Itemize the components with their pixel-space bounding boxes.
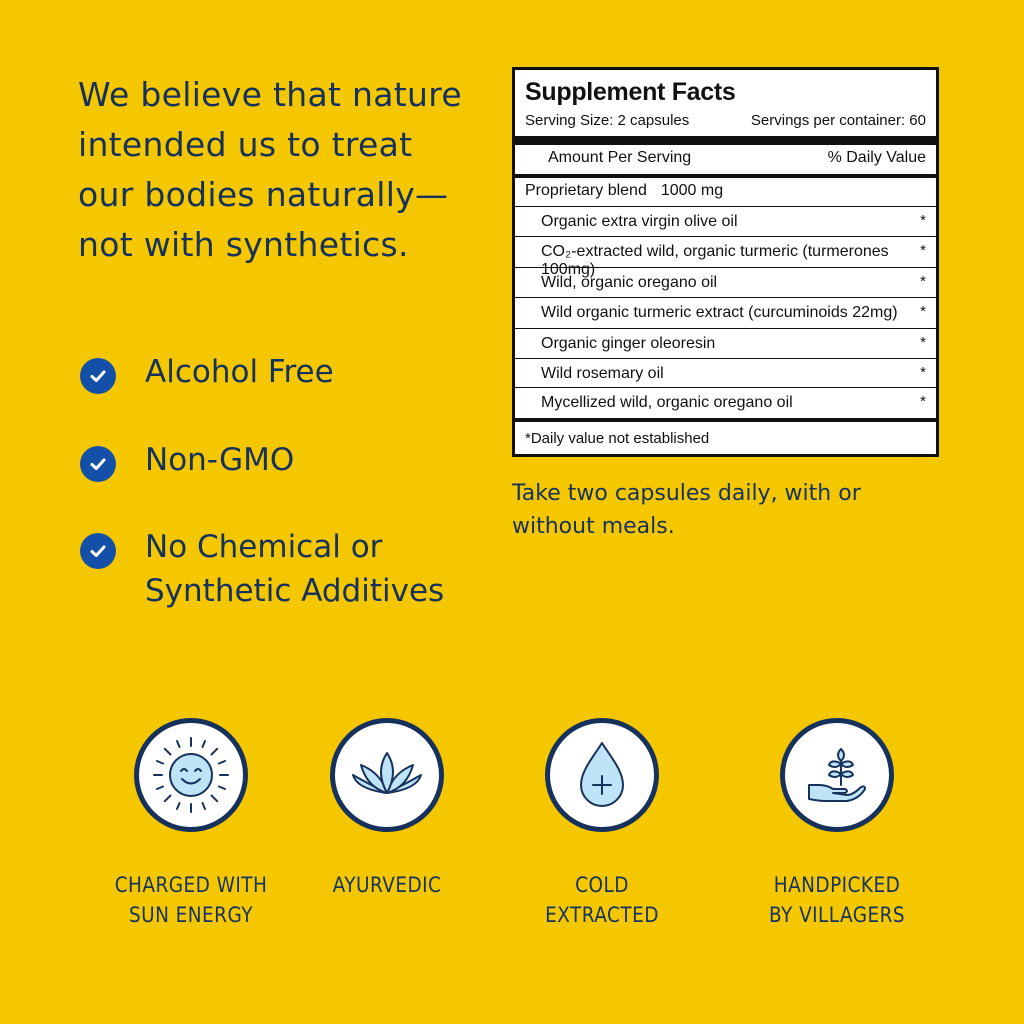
ingredient-name: Mycellized wild, organic oregano oil	[541, 394, 793, 411]
ingredient-row	[515, 328, 936, 359]
blend-name: Proprietary blend	[525, 182, 647, 199]
ingredient-name: Wild, organic oregano oil	[541, 274, 718, 291]
feature-alcohol-free	[80, 350, 334, 394]
ingredient-row	[515, 267, 936, 298]
feature-no-additives	[80, 525, 444, 613]
ingredient-row	[515, 387, 936, 418]
badge-circle	[545, 718, 659, 832]
ingredient-name: CO₂-extracted wild, organic turmeric (turmerones 100mg)	[541, 243, 889, 278]
facts-footnote: *Daily value not established	[525, 430, 710, 447]
ingredient-dv: *	[920, 273, 926, 290]
ingredient-row	[515, 297, 936, 328]
supplement-facts-title: Supplement Facts	[525, 78, 736, 106]
badge-sun-energy	[91, 718, 291, 930]
headline: We believe that nature intended us to treat our bodies naturally— not with synthetics.	[78, 75, 462, 264]
badge-handpicked	[737, 718, 937, 930]
check-circle-icon	[80, 446, 116, 482]
proprietary-blend-row	[525, 182, 723, 200]
hand-sprout-icon	[797, 735, 877, 815]
divider	[515, 136, 936, 145]
badge-label: AYURVEDIC	[332, 873, 442, 897]
badge-ayurvedic	[287, 718, 487, 900]
feature-label: Alcohol Free	[145, 354, 334, 390]
check-circle-icon	[80, 533, 116, 569]
ingredient-dv: *	[920, 212, 926, 229]
feature-non-gmo	[80, 438, 294, 482]
feature-label: No Chemical or Synthetic Additives	[145, 529, 445, 609]
divider	[515, 174, 936, 178]
check-circle-icon	[80, 358, 116, 394]
ingredient-dv: *	[920, 364, 926, 381]
amount-per-serving-header: Amount Per Serving	[548, 149, 692, 166]
blend-amount: 1000 mg	[660, 182, 724, 199]
badge-circle	[134, 718, 248, 832]
badge-label: HANDPICKED BY VILLAGERS	[768, 873, 906, 927]
ingredient-row	[515, 358, 936, 389]
ingredient-dv: *	[920, 334, 926, 351]
drop-plus-icon	[567, 737, 637, 813]
ingredient-name: Organic extra virgin olive oil	[541, 213, 738, 230]
lotus-icon	[347, 735, 427, 815]
directions-text: Take two capsules daily, with or without meals.	[512, 481, 861, 539]
badge-label: COLD EXTRACTED	[545, 873, 659, 927]
servings-per-container: Servings per container: 60	[750, 112, 926, 129]
ingredient-dv: *	[920, 393, 926, 410]
badge-circle	[330, 718, 444, 832]
ingredient-row	[515, 206, 936, 237]
supplement-facts-panel	[512, 67, 939, 457]
badge-circle	[780, 718, 894, 832]
ingredient-name: Wild rosemary oil	[541, 365, 664, 382]
daily-value-header: % Daily Value	[827, 149, 926, 166]
divider	[515, 418, 936, 422]
serving-size: Serving Size: 2 capsules	[525, 112, 690, 129]
ingredient-name: Organic ginger oleoresin	[541, 335, 716, 352]
ingredient-dv: *	[920, 242, 926, 259]
ingredient-name: Wild organic turmeric extract (curcuminoids 22mg)	[541, 304, 898, 321]
ingredient-row	[515, 236, 936, 278]
smiling-sun-icon	[150, 734, 232, 816]
badge-cold-extracted	[502, 718, 702, 930]
ingredient-dv: *	[920, 303, 926, 320]
feature-label: Non-GMO	[145, 442, 295, 478]
badge-label: CHARGED WITH SUN ENERGY	[114, 873, 268, 927]
